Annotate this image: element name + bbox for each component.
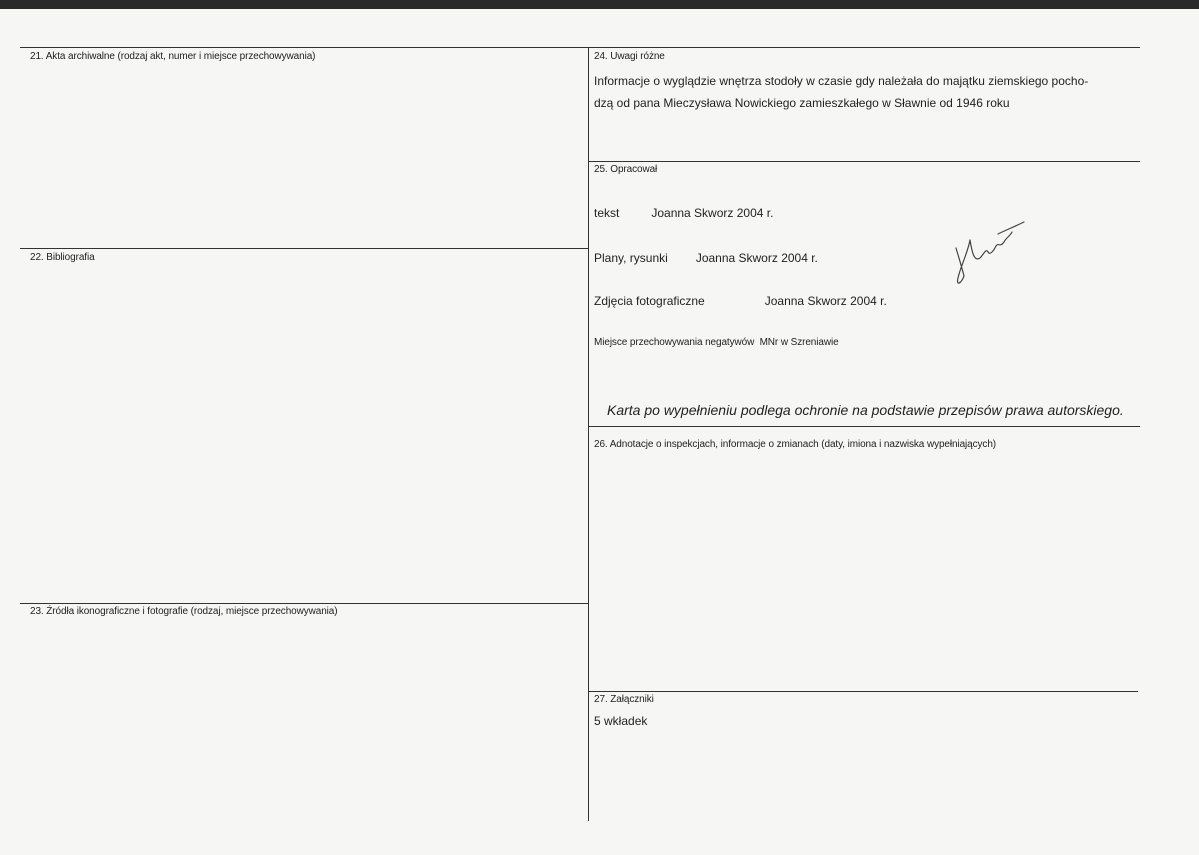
section-24-label: 24. Uwagi różne: [594, 51, 665, 62]
rule-26: [588, 426, 1140, 427]
tekst-label: tekst: [594, 206, 620, 220]
tekst-row: [594, 206, 773, 220]
plany-row: [594, 251, 818, 265]
zdjecia-value: Joanna Skworz 2004 r.: [764, 294, 887, 308]
negatywy-row: [594, 337, 839, 348]
section-27-label: 27. Załączniki: [594, 694, 654, 705]
top-rule-left: [20, 47, 588, 48]
section-25-label: 25. Opracował: [594, 164, 658, 175]
negatywy-value: MNr w Szreniawie: [759, 337, 839, 348]
section-22-label: 22. Bibliografia: [30, 252, 95, 263]
section-24-text: [594, 70, 1142, 114]
top-rule-right: [588, 47, 1140, 48]
section-24-line-2: dzą od pana Mieczysława Nowickiego zamieszkałego w Sławnie od 1946 roku: [594, 96, 1010, 110]
section-23-label: 23. Źródła ikonograficzne i fotografie (rodzaj, miejsce przechowywania): [30, 606, 338, 617]
section-26-label: 26. Adnotacje o inspekcjach, informacje o zmianach (daty, imiona i nazwiska wypełniających): [594, 439, 997, 450]
rule-23: [20, 603, 588, 604]
section-24-line-1: Informacje o wyglądzie wnętrza stodoły w czasie gdy należała do majątku ziemskiego pocho-: [594, 74, 1089, 88]
rule-22: [20, 248, 588, 249]
rule-25: [588, 161, 1140, 162]
zdjecia-label: Zdjęcia fotograficzne: [594, 294, 705, 308]
signature-icon: [950, 218, 1030, 290]
scan-top-edge: [0, 0, 1199, 9]
section-27-value: 5 wkładek: [594, 714, 648, 728]
center-divider: [588, 47, 589, 821]
plany-label: Plany, rysunki: [594, 251, 668, 265]
copyright-notice: Karta po wypełnieniu podlega ochronie na podstawie przepisów prawa autorskiego.: [607, 402, 1124, 418]
zdjecia-row: [594, 294, 887, 308]
plany-value: Joanna Skworz 2004 r.: [695, 251, 818, 265]
tekst-value: Joanna Skworz 2004 r.: [651, 206, 774, 220]
rule-27: [588, 691, 1138, 692]
section-21-label: 21. Akta archiwalne (rodzaj akt, numer i miejsce przechowywania): [30, 51, 316, 62]
negatywy-label: Miejsce przechowywania negatywów: [594, 337, 755, 348]
